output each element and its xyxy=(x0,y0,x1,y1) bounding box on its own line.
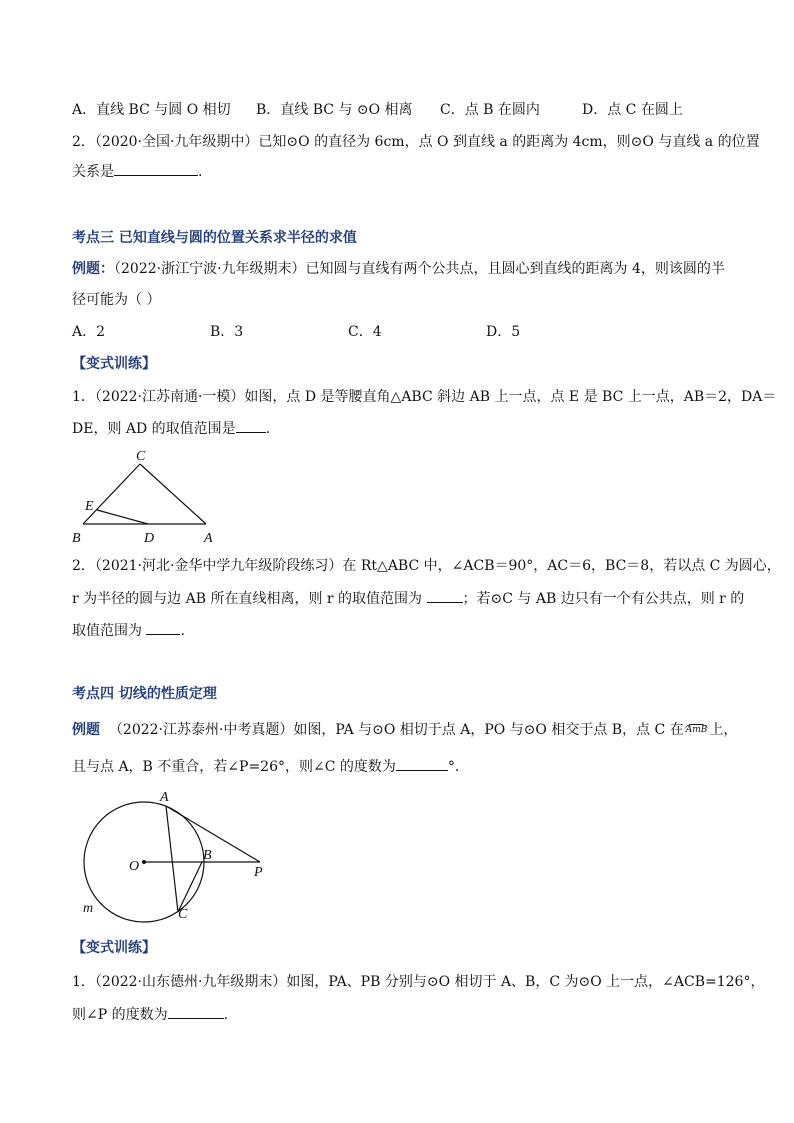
label-b: B xyxy=(203,848,212,863)
practice-2-line-2 xyxy=(72,588,744,609)
practice-4-line-2: 则∠P 的度数为 . xyxy=(72,1004,228,1025)
label-c: C xyxy=(178,907,188,922)
practice-label: 【变式训练】 xyxy=(72,940,156,956)
segment-ca xyxy=(140,464,206,524)
practice-4-line-1: 1．（2022·山东德州·九年级期末）如图，PA、PB 分别与⊙O 相切于 A、B，C 为⊙O 上一点，∠ACB=126°， xyxy=(72,974,765,990)
segment-ac xyxy=(166,806,178,912)
option-d: D．5 xyxy=(486,324,521,340)
section-heading-4: 考点四 切线的性质定理 xyxy=(72,686,217,702)
option-d: D．点 C 在圆上 xyxy=(582,102,683,118)
label-m: m xyxy=(83,901,94,916)
example-label: 例题 xyxy=(72,722,100,738)
triangle-figure xyxy=(68,444,228,550)
answer-blank[interactable] xyxy=(236,418,266,433)
practice-2-text-c: 取值范围为 xyxy=(72,623,142,639)
label-o: O xyxy=(129,859,140,874)
practice-label: 【变式训练】 xyxy=(72,356,156,372)
circle-tangent-figure xyxy=(74,784,274,924)
practice-1-line-1: 1．（2022·江苏南通·一模）如图，点 D 是等腰直角△ABC 斜边 AB 上一点，点 E 是 BC 上一点，AB＝2，DA＝ xyxy=(72,389,777,405)
option-a: A．2 xyxy=(72,324,106,340)
label-a: A xyxy=(204,531,213,546)
label-a: A xyxy=(160,790,169,805)
practice-2-text-a: r 为半径的圆与边 AB 所在直线相离，则 r 的取值范围为 xyxy=(72,591,423,607)
degree-suffix: °. xyxy=(447,759,460,775)
practice-2-text-b: ；若⊙C 与 AB 边只有一个有公共点，则 r 的 xyxy=(462,591,745,607)
label-e: E xyxy=(85,499,94,514)
label-d: D xyxy=(144,531,155,546)
arc-amb: AmB xyxy=(685,725,708,735)
option-a: A．直线 BC 与圆 O 相切 xyxy=(72,102,231,118)
option-c: C．点 B 在圆内 xyxy=(440,102,540,118)
practice-2-line-3: 取值范围为 . xyxy=(72,620,185,641)
segment-ed xyxy=(97,510,148,524)
label-c: C xyxy=(136,449,146,464)
center-point xyxy=(142,860,146,864)
section-heading-3: 考点三 已知直线与圆的位置关系求半径的求值 xyxy=(72,230,357,246)
practice-4-text: 则∠P 的度数为 xyxy=(72,1007,168,1023)
question-2-text: 关系是 xyxy=(72,164,114,180)
answer-blank[interactable] xyxy=(396,756,448,771)
segment-bc xyxy=(83,464,140,524)
question-2-line-2: 关系是 . xyxy=(72,161,202,182)
example-4-line-2 xyxy=(72,756,459,777)
answer-blank[interactable] xyxy=(168,1004,224,1019)
example-text: （2022·浙江宁波·九年级期末）已知圆与直线有两个公共点，且圆心到直线的距离为 4，则该圆的半 xyxy=(114,261,725,277)
label-p: P xyxy=(254,865,263,880)
example-line-2: 径可能为（ ） xyxy=(72,292,161,308)
option-b: B．直线 BC 与 ⊙O 相离 xyxy=(256,102,413,118)
label-b: B xyxy=(72,531,81,546)
option-b: B．3 xyxy=(210,324,244,340)
example-4-line-1 xyxy=(72,720,737,742)
answer-blank-1[interactable] xyxy=(427,588,463,603)
example-4-text-2: 且与点 A，B 不重合，若∠P=26°，则∠C 的度数为 xyxy=(72,759,396,775)
example-4-text-end: 上， xyxy=(709,722,738,738)
practice-1-line-2: DE，则 AD 的取值范围是 . xyxy=(72,418,270,439)
answer-blank-2[interactable] xyxy=(146,620,180,635)
option-c: C．4 xyxy=(348,324,382,340)
example-4-text: （2022·江苏泰州·中考真题）如图，PA 与⊙O 相切于点 A，PO 与⊙O 相交于点 B，点 C 在 xyxy=(108,722,684,738)
example-line-1 xyxy=(72,259,725,279)
practice-2-line-1: 2．（2021·河北·金华中学九年级阶段练习）在 Rt△ABC 中，∠ACB＝90°，AC＝6，BC＝8，若以点 C 为圆心， xyxy=(72,558,781,574)
practice-1-text: DE，则 AD 的取值范围是 xyxy=(72,421,236,437)
answer-blank[interactable] xyxy=(114,161,198,176)
tangent-pa xyxy=(166,806,260,862)
example-label: 例题： xyxy=(72,261,114,277)
question-2-line-1: 2．（2020·全国·九年级期中）已知⊙O 的直径为 6cm，点 O 到直线 a 的距离为 4cm，则⊙O 与直线 a 的位置 xyxy=(72,134,760,150)
